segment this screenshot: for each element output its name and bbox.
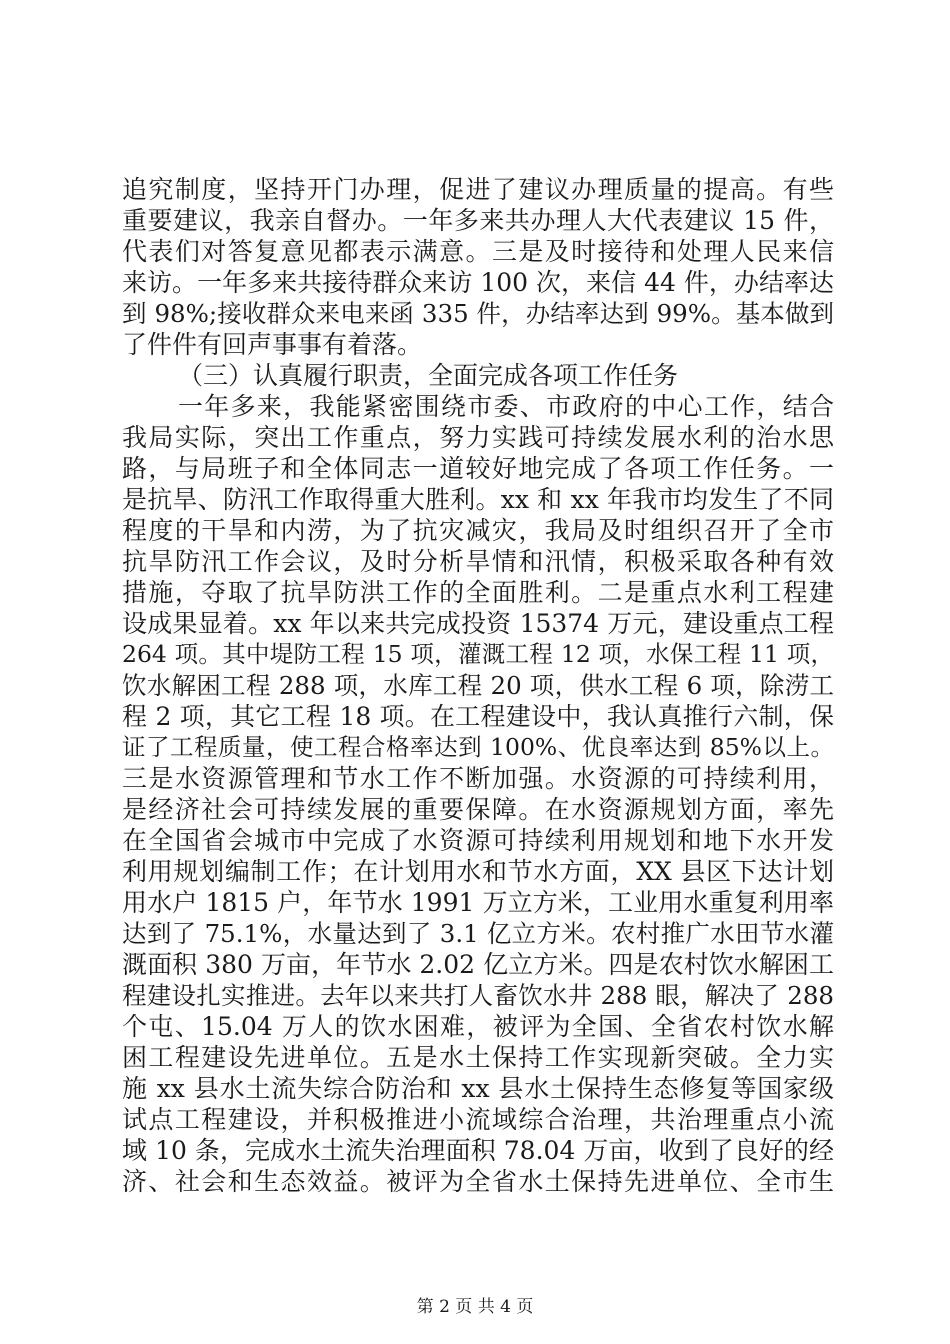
- text-line: 程建设扎实推进。去年以来共打人畜饮水井 288 眼，解决了 288: [122, 981, 834, 1010]
- text-line: 了件件有回声事事有着落。: [122, 330, 423, 359]
- text-line: 是经济社会可持续发展的重要保障。在水资源规划方面，率先: [122, 795, 834, 824]
- text-line: 程度的干旱和内涝，为了抗灾减灾，我局及时组织召开了全市: [122, 516, 834, 545]
- text-line: 来访。一年多来共接待群众来访 100 次，来信 44 件，办结率达: [122, 268, 834, 297]
- text-line: 试点工程建设，并积极推进小流域综合治理，共治理重点小流: [122, 1105, 834, 1134]
- text-line: 重要建议，我亲自督办。一年多来共办理人大代表建议 15 件，: [122, 206, 834, 235]
- paragraph-first-line: 一年多来，我能紧密围绕市委、市政府的中心工作，结合: [178, 392, 834, 421]
- paragraph-first-line: （三）认真履行职责，全面完成各项工作任务: [178, 361, 679, 390]
- page-footer: 第 2 页 共 4 页: [416, 1297, 534, 1317]
- text-line: 利用规划编制工作；在计划用水和节水方面，XX 县区下达计划: [122, 857, 834, 886]
- document-body: [122, 174, 834, 1197]
- text-line: 域 10 条，完成水土流失治理面积 78.04 万亩，收到了良好的经: [122, 1136, 834, 1165]
- text-line: 程 2 项，其它工程 18 项。在工程建设中，我认真推行六制，保: [122, 702, 834, 731]
- text-line: 饮水解困工程 288 项，水库工程 20 项，供水工程 6 项，除涝工: [122, 671, 834, 700]
- text-line: 三是水资源管理和节水工作不断加强。水资源的可持续利用，: [122, 764, 834, 793]
- text-line: 溉面积 380 万亩，年节水 2.02 亿立方米。四是农村饮水解困工: [122, 950, 834, 979]
- text-line: 措施，夺取了抗旱防洪工作的全面胜利。二是重点水利工程建: [122, 578, 834, 607]
- text-line: 困工程建设先进单位。五是水土保持工作实现新突破。全力实: [122, 1043, 834, 1072]
- text-line: 路，与局班子和全体同志一道较好地完成了各项工作任务。一: [122, 454, 834, 483]
- text-line: 济、社会和生态效益。被评为全省水土保持先进单位、全市生: [122, 1167, 834, 1196]
- text-line: 264 项。其中堤防工程 15 项，灌溉工程 12 项，水保工程 11 项，: [122, 640, 834, 668]
- text-line: 证了工程质量，使工程合格率达到 100%、优良率达到 85%以上。: [122, 733, 834, 761]
- text-line: 达到了 75.1%，水量达到了 3.1 亿立方米。农村推广水田节水灌: [122, 919, 834, 948]
- text-line: 在全国省会城市中完成了水资源可持续利用规划和地下水开发: [122, 826, 834, 855]
- text-line: 施 xx 县水土流失综合防治和 xx 县水土保持生态修复等国家级: [122, 1074, 834, 1103]
- text-line: 抗旱防汛工作会议，及时分析旱情和汛情，积极采取各种有效: [122, 547, 834, 576]
- text-line: 用水户 1815 户，年节水 1991 万立方米，工业用水重复利用率: [122, 888, 834, 917]
- text-line: 是抗旱、防汛工作取得重大胜利。xx 和 xx 年我市均发生了不同: [122, 485, 834, 514]
- text-line: 到 98%;接收群众来电来函 335 件，办结率达到 99%。基本做到: [122, 299, 834, 328]
- text-line: 追究制度，坚持开门办理，促进了建议办理质量的提高。有些: [122, 175, 834, 204]
- text-line: 代表们对答复意见都表示满意。三是及时接待和处理人民来信: [122, 237, 834, 266]
- text-line: 设成果显着。xx 年以来共完成投资 15374 万元，建设重点工程: [122, 609, 834, 638]
- text-line: 个屯、15.04 万人的饮水困难，被评为全国、全省农村饮水解: [122, 1012, 834, 1041]
- text-line: 我局实际，突出工作重点，努力实践可持续发展水利的治水思: [122, 423, 834, 452]
